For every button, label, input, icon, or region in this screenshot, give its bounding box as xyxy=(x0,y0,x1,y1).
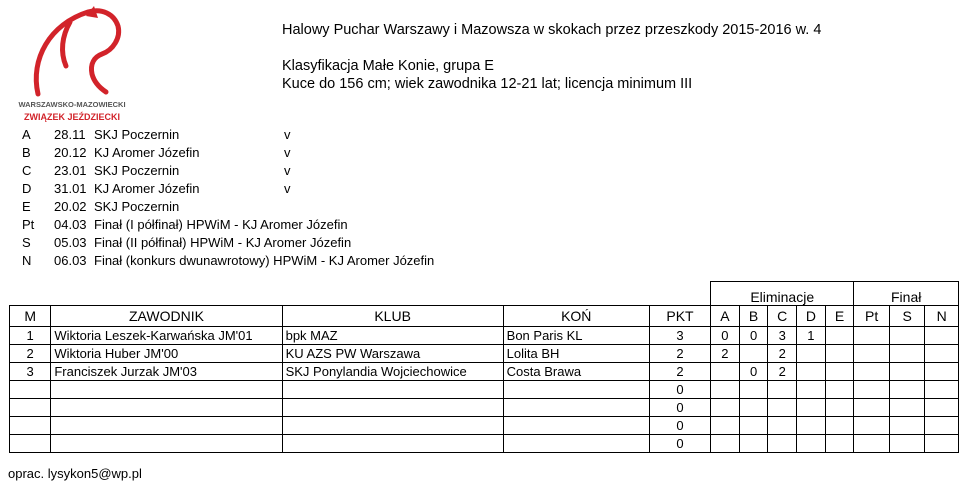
final-group-header: Finał xyxy=(854,282,959,306)
table-cell xyxy=(768,417,797,435)
table-cell xyxy=(282,417,503,435)
table-cell: 0 xyxy=(649,435,710,453)
table-cell: 0 xyxy=(739,363,768,381)
table-cell: Wiktoria Leszek-Karwańska JM'01 xyxy=(51,327,282,345)
table-cell xyxy=(739,381,768,399)
table-cell xyxy=(854,399,890,417)
table-cell: 2 xyxy=(649,345,710,363)
table-cell xyxy=(10,399,51,417)
table-cell: 0 xyxy=(649,381,710,399)
table-cell: 2 xyxy=(711,345,740,363)
table-cell xyxy=(711,435,740,453)
table-cell: 2 xyxy=(768,345,797,363)
schedule-code: C xyxy=(22,163,32,178)
table-cell xyxy=(51,399,282,417)
table-cell xyxy=(503,435,649,453)
schedule-description: Finał (II półfinał) HPWiM - KJ Aromer Józefin xyxy=(94,235,352,250)
schedule-code: S xyxy=(22,235,31,250)
table-cell: 0 xyxy=(711,327,740,345)
table-row xyxy=(10,399,959,417)
schedule-date: 23.01 xyxy=(54,163,87,178)
table-cell xyxy=(854,417,890,435)
schedule-date: 28.11 xyxy=(54,127,86,142)
table-cell: Costa Brawa xyxy=(503,363,649,381)
table-cell xyxy=(925,417,959,435)
column-header: M xyxy=(10,306,51,327)
table-cell xyxy=(854,327,890,345)
table-cell xyxy=(711,381,740,399)
schedule-code: D xyxy=(22,181,32,196)
table-cell xyxy=(503,381,649,399)
table-cell: 2 xyxy=(649,363,710,381)
schedule-completed-mark: v xyxy=(284,181,291,196)
table-cell: bpk MAZ xyxy=(282,327,503,345)
table-cell xyxy=(854,363,890,381)
column-header: S xyxy=(889,306,924,327)
table-cell: Franciszek Jurzak JM'03 xyxy=(51,363,282,381)
table-cell: 3 xyxy=(649,327,710,345)
table-row xyxy=(10,345,959,363)
table-cell xyxy=(768,435,797,453)
schedule-date: 05.03 xyxy=(54,235,87,250)
table-cell xyxy=(825,381,854,399)
schedule-code: B xyxy=(22,145,31,160)
table-cell xyxy=(10,435,51,453)
table-cell xyxy=(854,345,890,363)
table-cell xyxy=(10,381,51,399)
column-header: B xyxy=(739,306,768,327)
table-cell xyxy=(925,363,959,381)
schedule-code: A xyxy=(22,127,31,142)
table-cell xyxy=(503,417,649,435)
table-cell xyxy=(797,363,826,381)
table-cell xyxy=(797,399,826,417)
schedule-description: Finał (konkurs dwunawrotowy) HPWiM - KJ Aromer Józefin xyxy=(94,253,435,268)
schedule-description: Finał (I półfinał) HPWiM - KJ Aromer Józefin xyxy=(94,217,348,232)
table-cell xyxy=(825,327,854,345)
table-cell xyxy=(282,399,503,417)
column-header: E xyxy=(825,306,854,327)
table-cell xyxy=(51,381,282,399)
table-cell xyxy=(739,435,768,453)
table-cell xyxy=(889,345,924,363)
table-cell xyxy=(889,363,924,381)
schedule-completed-mark: v xyxy=(284,127,291,142)
table-cell xyxy=(797,435,826,453)
table-cell xyxy=(825,399,854,417)
table-cell xyxy=(925,345,959,363)
table-row xyxy=(10,381,959,399)
table-cell xyxy=(711,363,740,381)
table-cell xyxy=(739,399,768,417)
table-cell xyxy=(282,435,503,453)
column-header: KLUB xyxy=(282,306,503,327)
table-cell: KU AZS PW Warszawa xyxy=(282,345,503,363)
schedule-date: 06.03 xyxy=(54,253,87,268)
wmzj-horse-logo xyxy=(10,4,135,127)
column-header: ZAWODNIK xyxy=(51,306,282,327)
table-cell: Bon Paris KL xyxy=(503,327,649,345)
schedule-description: SKJ Poczernin xyxy=(94,163,180,178)
schedule-description: SKJ Poczernin xyxy=(94,127,180,142)
table-cell xyxy=(925,399,959,417)
table-cell xyxy=(282,381,503,399)
schedule-description: KJ Aromer Józefin xyxy=(94,181,200,196)
column-header: PKT xyxy=(649,306,710,327)
schedule-date: 31.01 xyxy=(54,181,87,196)
table-cell xyxy=(10,417,51,435)
table-row xyxy=(10,327,959,345)
table-cell xyxy=(889,435,924,453)
table-cell xyxy=(854,381,890,399)
table-row xyxy=(10,417,959,435)
results-table xyxy=(9,281,959,453)
table-cell xyxy=(889,399,924,417)
column-header: N xyxy=(925,306,959,327)
table-cell: 1 xyxy=(10,327,51,345)
table-cell xyxy=(925,435,959,453)
table-cell xyxy=(854,435,890,453)
table-cell: 3 xyxy=(768,327,797,345)
table-cell xyxy=(711,399,740,417)
table-cell xyxy=(825,345,854,363)
table-cell: 2 xyxy=(10,345,51,363)
column-header: C xyxy=(768,306,797,327)
schedule-completed-mark: v xyxy=(284,163,291,178)
table-cell xyxy=(797,417,826,435)
logo-line2: ZWIĄZEK JEŹDZIECKI xyxy=(24,112,120,122)
table-cell xyxy=(797,345,826,363)
page-subtitle-2: Kuce do 156 cm; wiek zawodnika 12-21 lat; licencja minimum III xyxy=(282,76,693,92)
column-header: A xyxy=(711,306,740,327)
logo-line1: WARSZAWSKO-MAZOWIECKI xyxy=(18,100,126,109)
schedule-code: Pt xyxy=(22,217,35,232)
table-cell xyxy=(825,363,854,381)
table-cell xyxy=(889,327,924,345)
column-header: Pt xyxy=(854,306,890,327)
schedule-date: 20.12 xyxy=(54,145,87,160)
table-cell xyxy=(711,417,740,435)
schedule-date: 04.03 xyxy=(54,217,87,232)
table-cell xyxy=(889,381,924,399)
footer-credit: oprac. lysykon5@wp.pl xyxy=(8,466,142,481)
table-cell xyxy=(768,399,797,417)
table-row xyxy=(10,435,959,453)
table-cell: Wiktoria Huber JM'00 xyxy=(51,345,282,363)
schedule-description: SKJ Poczernin xyxy=(94,199,180,214)
schedule-code: E xyxy=(22,199,31,214)
table-cell xyxy=(925,381,959,399)
table-cell xyxy=(825,435,854,453)
table-cell: Lolita BH xyxy=(503,345,649,363)
table-cell xyxy=(825,417,854,435)
table-cell xyxy=(739,345,768,363)
eliminations-group-header: Eliminacje xyxy=(711,282,854,306)
table-cell xyxy=(51,435,282,453)
table-cell xyxy=(503,399,649,417)
schedule-completed-mark: v xyxy=(284,145,291,160)
table-cell: 0 xyxy=(649,417,710,435)
table-row xyxy=(10,363,959,381)
page-title: Halowy Puchar Warszawy i Mazowsza w skokach przez przeszkody 2015-2016 w. 4 xyxy=(282,22,822,38)
schedule-code: N xyxy=(22,253,32,268)
page-subtitle-1: Klasyfikacja Małe Konie, grupa E xyxy=(282,58,494,74)
table-cell: 2 xyxy=(768,363,797,381)
column-header: D xyxy=(797,306,826,327)
table-cell: 0 xyxy=(649,399,710,417)
table-cell xyxy=(739,417,768,435)
table-cell xyxy=(51,417,282,435)
table-cell xyxy=(768,381,797,399)
table-cell: SKJ Ponylandia Wojciechowice xyxy=(282,363,503,381)
table-cell: 1 xyxy=(797,327,826,345)
table-cell: 0 xyxy=(739,327,768,345)
table-cell: 3 xyxy=(10,363,51,381)
schedule-date: 20.02 xyxy=(54,199,87,214)
column-header: KOŃ xyxy=(503,306,649,327)
table-cell xyxy=(797,381,826,399)
table-cell xyxy=(889,417,924,435)
table-cell xyxy=(925,327,959,345)
schedule-description: KJ Aromer Józefin xyxy=(94,145,200,160)
